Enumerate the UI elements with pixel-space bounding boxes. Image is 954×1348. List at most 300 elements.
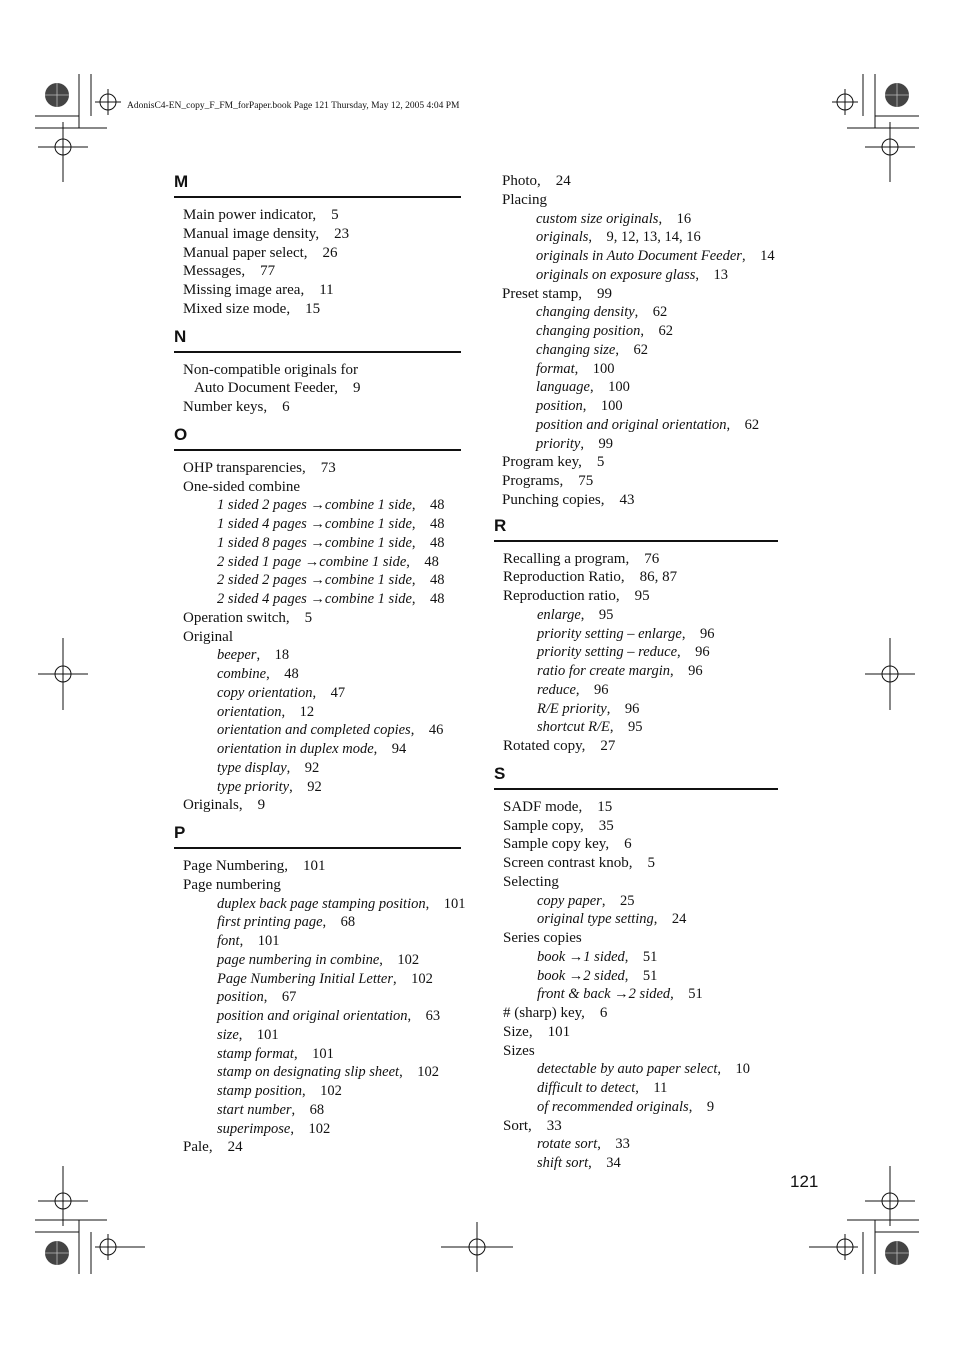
index-page-ref: 24 (671, 911, 687, 928)
index-page-ref: 92 (304, 759, 320, 776)
index-page-ref: 27 (600, 738, 616, 754)
index-page-ref: 48 (430, 591, 445, 607)
index-page-ref: 9 (257, 797, 266, 814)
index-subentry: shift sort, 34 (537, 1155, 621, 1171)
section-letter: S (494, 763, 506, 783)
index-page-ref: 101 (256, 1026, 279, 1043)
index-term: Series copies (503, 930, 582, 946)
index-subentry: Page Numbering Initial Letter, 102 (217, 970, 433, 987)
index-term: format (536, 360, 575, 377)
index-page-ref: 102 (308, 1120, 331, 1137)
index-subentry: page numbering in combine, 102 (217, 951, 420, 968)
index-term: superimpose (217, 1120, 291, 1137)
index-page-ref: 5 (647, 855, 656, 871)
index-term: priority setting – enlarge (537, 625, 682, 642)
index-subentry: combine, 48 (217, 666, 299, 682)
index-term: Sizes (503, 1042, 535, 1059)
index-page-ref: 95 (598, 606, 614, 623)
index-page-ref: 75 (578, 473, 594, 489)
index-subentry: format, 100 (536, 360, 615, 377)
index-term: Manual image density (183, 225, 316, 242)
index-page-ref: 13 (713, 266, 728, 283)
index-page-ref: 6 (624, 836, 632, 853)
index-page-ref: 23 (334, 225, 350, 242)
index-page-ref: 96 (624, 700, 640, 717)
index-term: changing density (536, 304, 635, 321)
index-entry: Rotated copy, 27 (503, 738, 616, 754)
index-entry (183, 478, 461, 497)
index-term: 1 sided 2 pages →combine 1 side (217, 497, 412, 514)
index-entry (503, 1042, 778, 1061)
section-letter: P (174, 823, 186, 842)
index-subentry: position and original orientation, 63 (217, 1008, 441, 1024)
index-term: Sample copy key (503, 836, 606, 853)
index-subentry: beeper, 18 (217, 647, 290, 664)
index-page-ref: 51 (642, 948, 658, 965)
index-page-ref: 35 (598, 817, 614, 834)
index-page-ref: 51 (642, 967, 658, 984)
index-term: Main power indicator (183, 207, 313, 223)
index-term: position and original orientation (536, 416, 727, 433)
index-page-ref: 33 (615, 1136, 630, 1153)
index-page-ref: 102 (320, 1083, 342, 1099)
index-entry: OHP transparencies, 73 (183, 459, 336, 476)
index-page-ref: 9 (352, 380, 361, 397)
index-page-ref: 10 (735, 1061, 751, 1078)
index-term: beeper (217, 647, 257, 664)
index-page-ref: 12 (299, 703, 315, 720)
index-column-left (174, 172, 466, 1165)
index-subentry: position, 67 (217, 989, 297, 1006)
section-rule (494, 788, 778, 790)
index-term: 1 sided 8 pages →combine 1 side (217, 534, 412, 551)
index-term: Programs (502, 473, 560, 489)
index-subentry: originals in Auto Document Feeder, 14 (536, 248, 775, 264)
index-page-ref: 102 (411, 970, 433, 987)
index-term: Recalling a program (503, 550, 626, 567)
index-page-ref: 47 (330, 684, 346, 701)
index-subentry: 2 sided 1 page →combine 1 side, 48 (217, 553, 439, 570)
index-entry: Punching copies, 43 (502, 491, 635, 508)
index-term: ratio for create margin (537, 663, 671, 679)
index-entry (503, 873, 778, 892)
index-subentry: detectable by auto paper select, 10 (537, 1061, 751, 1078)
index-term: Original (183, 628, 233, 645)
index-entry-list (174, 206, 461, 319)
index-page-ref: 48 (430, 534, 445, 551)
index-term: priority setting – reduce (537, 644, 678, 661)
index-page-ref: 102 (397, 951, 420, 968)
index-term: Size (503, 1023, 529, 1040)
index-subentry: difficult to detect, 11 (537, 1080, 668, 1096)
print-header: AdonisC4-EN_copy_F_FM_forPaper.book Page 121 Thursday, May 12, 2005 4:04 PM (127, 101, 460, 111)
index-entry: Sort, 33 (503, 1117, 562, 1134)
index-entry-list (174, 361, 461, 417)
index-subentry: 1 sided 8 pages →combine 1 side, 48 (217, 534, 445, 551)
index-term: orientation in duplex mode (217, 741, 374, 757)
index-term: rotate sort (537, 1136, 598, 1153)
index-page-ref: 62 (633, 341, 648, 358)
index-entry: Missing image area, 11 (183, 282, 334, 298)
index-term: Number keys (183, 399, 264, 415)
index-entry: Screen contrast knob, 5 (503, 855, 656, 871)
index-term: enlarge (537, 606, 581, 623)
index-term: duplex back page stamping position (217, 895, 426, 912)
index-term: orientation (217, 703, 282, 720)
index-page-ref: 9 (706, 1098, 715, 1115)
index-entry (502, 191, 778, 210)
index-entry: Mixed size mode, 15 (183, 300, 321, 317)
index-page-ref: 68 (309, 1101, 325, 1118)
index-term: of recommended originals (537, 1098, 689, 1115)
index-entry: Manual image density, 23 (183, 225, 350, 242)
index-term: originals (536, 229, 589, 246)
index-term: language (536, 379, 590, 396)
index-subentry: stamp format, 101 (217, 1045, 334, 1062)
index-term: position and original orientation (217, 1008, 408, 1024)
index-entry: Reproduction ratio, 95 (503, 588, 650, 604)
index-entry: Preset stamp, 99 (502, 285, 612, 302)
index-page-ref: 86, 87 (639, 569, 678, 586)
index-continued-entries (494, 172, 778, 510)
index-term: Sort (503, 1117, 529, 1134)
index-subentry: originals, 9, 12, 13, 14, 16 (536, 229, 701, 246)
section-letter: M (174, 172, 189, 191)
index-subentry: orientation in duplex mode, 94 (217, 741, 407, 757)
index-page-ref: 63 (425, 1008, 441, 1024)
index-term: reduce (537, 681, 576, 698)
index-section (494, 764, 778, 1173)
index-term: Placing (502, 191, 547, 208)
index-term: font (217, 933, 240, 949)
index-page-ref: 6 (599, 1005, 608, 1021)
index-term: R/E priority (537, 700, 607, 717)
section-rule (494, 540, 778, 542)
index-subentry: enlarge, 95 (537, 606, 614, 623)
index-subentry: changing density, 62 (536, 304, 668, 321)
index-term: Messages (183, 263, 242, 280)
index-term: size (217, 1026, 239, 1043)
index-page-ref: 95 (634, 588, 650, 604)
index-page-ref: 101 (312, 1045, 334, 1062)
index-term: book →2 sided (537, 967, 625, 984)
index-page-ref: 24 (227, 1139, 243, 1156)
index-term: Missing image area (183, 282, 301, 298)
index-page-ref: 48 (430, 497, 445, 514)
index-subentry: copy orientation, 47 (217, 684, 346, 701)
index-term: Reproduction Ratio (503, 569, 621, 586)
index-term: Mixed size mode (183, 300, 287, 317)
index-term: position (536, 398, 583, 414)
index-subentry: priority setting – enlarge, 96 (537, 625, 715, 642)
index-page-ref: 96 (688, 663, 703, 679)
index-page-ref: 73 (320, 459, 336, 476)
index-entry: Operation switch, 5 (183, 609, 313, 626)
index-term: shift sort (537, 1155, 589, 1171)
index-page-ref: 62 (744, 416, 760, 433)
index-term: 2 sided 2 pages →combine 1 side (217, 572, 412, 589)
index-page-ref: 24 (555, 173, 571, 189)
index-page-ref: 5 (331, 207, 339, 223)
index-subentry: changing position, 62 (536, 323, 673, 339)
index-entry: Recalling a program, 76 (503, 550, 660, 567)
index-entry: Manual paper select, 26 (183, 244, 338, 261)
index-term: changing position (536, 323, 641, 339)
index-page-ref: 95 (628, 719, 643, 736)
index-page-ref: 15 (597, 798, 613, 815)
index-term: Page numbering (183, 876, 281, 893)
index-term: originals on exposure glass (536, 266, 696, 283)
index-term: Photo (502, 173, 538, 189)
index-term: orientation and completed copies (217, 722, 411, 739)
index-page-ref: 92 (307, 778, 322, 795)
index-subentry: book →2 sided, 51 (537, 967, 658, 984)
index-term: page numbering in combine (217, 951, 380, 968)
index-term: stamp on designating slip sheet (217, 1064, 400, 1081)
index-term: type priority (217, 778, 290, 795)
index-term: start number (217, 1101, 292, 1118)
index-subentry: 1 sided 2 pages →combine 1 side, 48 (217, 497, 445, 514)
index-term: combine (217, 666, 267, 682)
index-subentry: orientation, 12 (217, 703, 315, 720)
index-page-ref: 43 (619, 491, 635, 508)
index-entry-list (174, 857, 466, 1157)
index-page-ref: 101 (443, 895, 466, 912)
index-term: copy paper (537, 892, 602, 909)
index-entry (183, 876, 461, 895)
index-page-ref: 18 (274, 647, 290, 664)
index-term: first printing page (217, 914, 323, 931)
index-subentry: custom size originals, 16 (536, 210, 692, 227)
index-subentry: type display, 92 (217, 759, 320, 776)
index-term: detectable by auto paper select (537, 1061, 718, 1078)
index-page-ref: 26 (322, 244, 338, 261)
index-term: Page Numbering Initial Letter (217, 970, 393, 987)
index-subentry: priority setting – reduce, 96 (537, 644, 710, 661)
index-term: Program key (502, 454, 579, 471)
section-letter: O (174, 424, 188, 444)
index-subentry: size, 101 (217, 1026, 279, 1043)
index-page-ref: 14 (760, 248, 775, 264)
index-term: stamp format (217, 1045, 294, 1062)
index-entry: Main power indicator, 5 (183, 207, 339, 223)
index-entry (503, 929, 778, 948)
index-column-right (494, 172, 778, 1181)
index-entry: Originals, 9 (183, 797, 266, 814)
index-term: copy orientation (217, 684, 313, 701)
index-page-ref: 48 (284, 666, 299, 682)
index-subentry: ratio for create margin, 96 (537, 663, 703, 679)
index-subentry: position and original orientation, 62 (536, 416, 760, 433)
index-page-ref: 96 (699, 625, 715, 642)
index-entry (183, 628, 461, 647)
index-term: priority (536, 435, 581, 452)
index-subentry: of recommended originals, 9 (537, 1098, 715, 1115)
index-subentry: book →1 sided, 51 (537, 948, 658, 965)
index-term: stamp position (217, 1083, 302, 1099)
index-page-ref: 67 (281, 989, 297, 1006)
index-subentry: 1 sided 4 pages →combine 1 side, 48 (217, 516, 445, 532)
index-term: changing size (536, 341, 616, 358)
index-entry: Programs, 75 (502, 473, 594, 489)
index-subentry: first printing page, 68 (217, 914, 356, 931)
index-subentry: rotate sort, 33 (537, 1136, 630, 1153)
index-entry (183, 361, 461, 380)
index-page-ref: 101 (547, 1023, 571, 1040)
index-page-ref: 11 (319, 282, 334, 298)
index-page-ref: 62 (658, 323, 673, 339)
index-term: Auto Document Feeder (194, 380, 335, 397)
index-subentry: front & back →2 sided, 51 (537, 986, 703, 1003)
page-number: 121 (790, 1172, 819, 1191)
index-term: Operation switch (183, 609, 286, 626)
index-page-ref: 5 (304, 609, 313, 626)
index-page-ref: 77 (260, 263, 276, 280)
index-term: Preset stamp (502, 285, 579, 302)
index-subentry: stamp position, 102 (217, 1083, 342, 1099)
index-subentry: stamp on designating slip sheet, 102 (217, 1064, 439, 1081)
index-term: custom size originals (536, 210, 659, 227)
section-letter: R (494, 515, 507, 535)
index-term: Reproduction ratio (503, 588, 616, 604)
index-page-ref: 15 (305, 300, 321, 317)
index-term: Rotated copy (503, 738, 582, 754)
index-page-ref: 6 (282, 399, 290, 415)
index-entry-list (174, 459, 461, 815)
index-term: book →1 sided (537, 948, 625, 965)
index-entry: Reproduction Ratio, 86, 87 (503, 569, 678, 586)
index-term: Page Numbering (183, 858, 285, 874)
index-term: Manual paper select (183, 244, 304, 261)
index-entry: Sample copy, 35 (503, 817, 614, 834)
index-page-ref: 99 (597, 285, 612, 302)
index-subentry: superimpose, 102 (217, 1120, 331, 1137)
index-page-ref: 100 (600, 398, 623, 414)
index-subentry: priority, 99 (536, 435, 613, 452)
index-page-ref: 46 (428, 722, 444, 739)
section-rule (174, 196, 461, 198)
index-page-ref: 96 (695, 644, 710, 661)
index-page-ref: 102 (417, 1064, 439, 1081)
index-term: # (sharp) key (503, 1005, 582, 1021)
index-page-ref: 76 (644, 550, 660, 567)
index-entry: Messages, 77 (183, 263, 276, 280)
index-term: 2 sided 4 pages →combine 1 side (217, 591, 412, 607)
index-term: Non-compatible originals for (183, 361, 358, 378)
index-term: front & back →2 sided (537, 986, 671, 1003)
index-term: OHP transparencies (183, 459, 302, 476)
index-entry-list (494, 798, 778, 1173)
index-page-ref: 100 (592, 360, 615, 377)
index-subentry: shortcut R/E, 95 (537, 719, 643, 736)
index-page-ref: 100 (608, 379, 630, 396)
index-entry: # (sharp) key, 6 (503, 1005, 608, 1021)
index-page-ref: 16 (676, 210, 692, 227)
index-subentry: originals on exposure glass, 13 (536, 266, 728, 283)
index-term: difficult to detect (537, 1080, 636, 1096)
index-term: Punching copies (502, 491, 601, 508)
index-term: 1 sided 4 pages →combine 1 side (217, 516, 412, 532)
index-subentry: copy paper, 25 (537, 892, 635, 909)
index-term: Screen contrast knob (503, 855, 629, 871)
index-entry: Auto Document Feeder, 9 (194, 380, 361, 397)
index-page-ref: 5 (596, 454, 605, 471)
index-entry: Pale, 24 (183, 1139, 243, 1156)
index-subentry: R/E priority, 96 (537, 700, 640, 717)
index-entry: SADF mode, 15 (503, 798, 613, 815)
index-term: originals in Auto Document Feeder (536, 248, 742, 264)
index-term: original type setting (537, 911, 654, 928)
index-term: SADF mode (503, 798, 579, 815)
index-page-ref: 25 (619, 892, 635, 909)
index-subentry: original type setting, 24 (537, 911, 687, 928)
index-entry: Program key, 5 (502, 454, 605, 471)
index-subentry: duplex back page stamping position, 101 (217, 895, 466, 912)
section-rule (174, 847, 461, 849)
index-page-ref: 94 (391, 741, 407, 757)
index-entry: Photo, 24 (502, 173, 571, 189)
index-subentry: type priority, 92 (217, 778, 322, 795)
index-page-ref: 48 (430, 516, 445, 532)
index-page-ref: 33 (546, 1117, 562, 1134)
index-subentry: language, 100 (536, 379, 630, 396)
index-subentry: position, 100 (536, 398, 623, 414)
index-page-ref: 9, 12, 13, 14, 16 (606, 229, 701, 246)
index-term: Originals (183, 797, 239, 814)
index-section (174, 425, 461, 815)
index-subentry: reduce, 96 (537, 681, 609, 698)
index-term: shortcut R/E (537, 719, 610, 736)
index-page-ref: 34 (606, 1155, 621, 1171)
section-rule (174, 449, 461, 451)
index-term: type display (217, 759, 287, 776)
index-subentry: 2 sided 4 pages →combine 1 side, 48 (217, 591, 445, 607)
index-section (174, 823, 466, 1157)
index-subentry: changing size, 62 (536, 341, 648, 358)
index-page-ref: 48 (424, 553, 439, 570)
index-subentry: font, 101 (217, 933, 280, 949)
index-entry: Page Numbering, 101 (183, 858, 326, 874)
index-page-ref: 101 (257, 933, 280, 949)
index-term: Sample copy (503, 817, 580, 834)
index-page-ref: 48 (430, 572, 445, 589)
index-subentry: 2 sided 2 pages →combine 1 side, 48 (217, 572, 445, 589)
index-section (174, 327, 461, 417)
section-letter: N (174, 326, 187, 346)
index-term: 2 sided 1 page →combine 1 side (217, 553, 407, 570)
index-term: position (217, 989, 264, 1006)
index-term: One-sided combine (183, 478, 301, 495)
index-term: Pale (183, 1139, 209, 1156)
index-entry: Size, 101 (503, 1023, 571, 1040)
index-page-ref: 96 (594, 681, 609, 698)
index-entry: Number keys, 6 (183, 399, 290, 415)
index-page-ref: 51 (688, 986, 703, 1003)
index-term: Selecting (503, 873, 559, 890)
index-section (174, 172, 461, 319)
index-subentry: orientation and completed copies, 46 (217, 722, 444, 739)
section-rule (174, 351, 461, 353)
index-page-ref: 101 (302, 858, 326, 874)
index-page-ref: 68 (340, 914, 356, 931)
index-page-ref: 99 (598, 435, 613, 452)
index-subentry: start number, 68 (217, 1101, 325, 1118)
index-entry-list (494, 550, 778, 756)
index-page-ref: 62 (652, 304, 668, 321)
index-page-ref: 11 (653, 1080, 668, 1096)
index-section (494, 516, 778, 756)
index-entry: Sample copy key, 6 (503, 836, 632, 853)
